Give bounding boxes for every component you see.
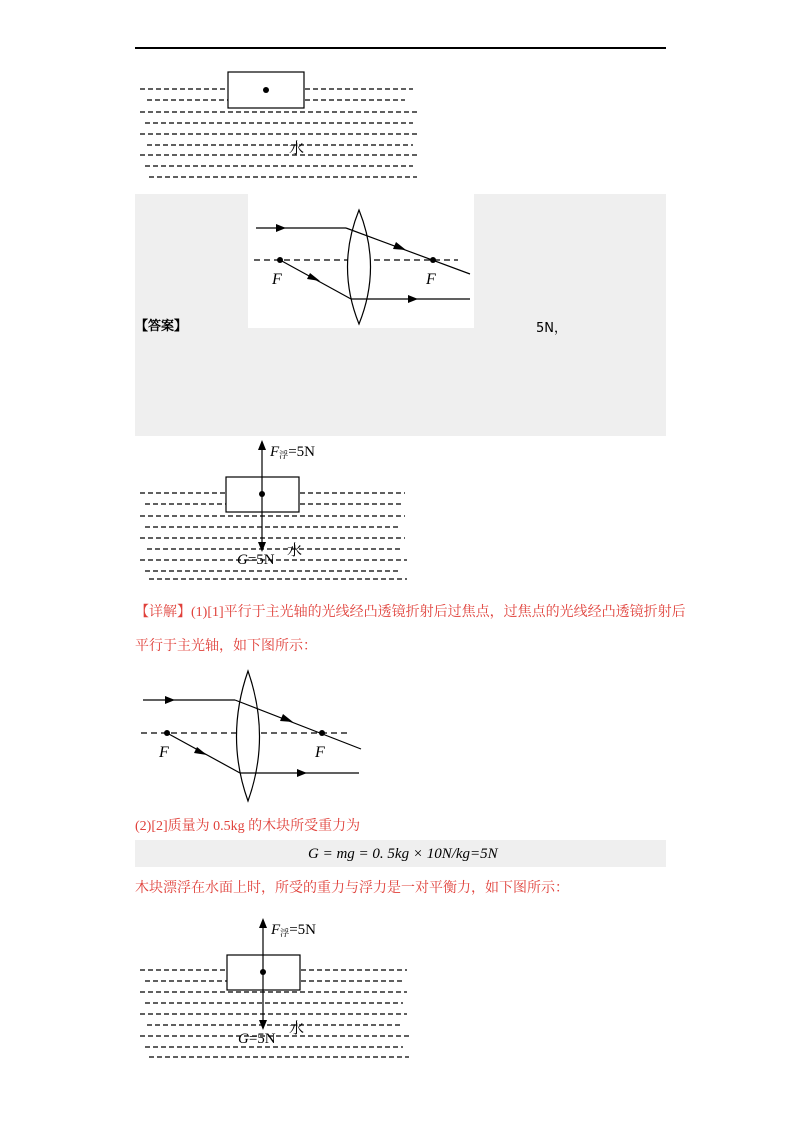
svg-text:F浮=5N: F浮=5N — [270, 444, 315, 460]
formula: G = mg = 0. 5kg × 10N/kg=5N — [308, 846, 498, 862]
svg-text:F浮=5N: F浮=5N — [271, 922, 316, 938]
water-label: 水 — [287, 543, 303, 559]
gravity-label: G — [238, 1031, 249, 1047]
answer-value: 5N， — [536, 321, 567, 336]
figure-lens-detail — [135, 667, 366, 803]
water-label: 水 — [289, 1021, 305, 1037]
detail-para2: (2)[2]质量为 0.5kg 的木块所受重力为 — [135, 819, 361, 834]
figure-block-on-water — [135, 62, 425, 182]
buoyancy-label: F — [271, 922, 281, 938]
svg-text:G=5N: G=5N — [238, 1031, 276, 1047]
water-label: 水 — [289, 141, 305, 157]
gravity-label: G — [237, 552, 248, 568]
focus-label-right: F — [426, 271, 436, 288]
buoyancy-label: F — [270, 444, 280, 460]
focus-label-right: F — [315, 744, 325, 761]
answer-label: 【答案】 — [135, 319, 188, 334]
svg-text:G=5N: G=5N — [237, 552, 275, 568]
figure-force-detail — [135, 912, 420, 1062]
focus-label-left: F — [272, 271, 282, 288]
focus-label-left: F — [159, 744, 169, 761]
header-rule — [135, 47, 666, 49]
detail-para3: 木块漂浮在水面上时，所受的重力与浮力是一对平衡力，如下图所示： — [135, 881, 569, 896]
figure-lens-answer — [248, 194, 474, 328]
detail-para1-line2: 平行于主光轴，如下图所示： — [135, 639, 317, 654]
detail-para1-line1: 【详解】(1)[1]平行于主光轴的光线经凸透镜折射后过焦点，过焦点的光线经凸透镜折射后 — [135, 605, 686, 620]
figure-force-answer — [135, 436, 413, 582]
